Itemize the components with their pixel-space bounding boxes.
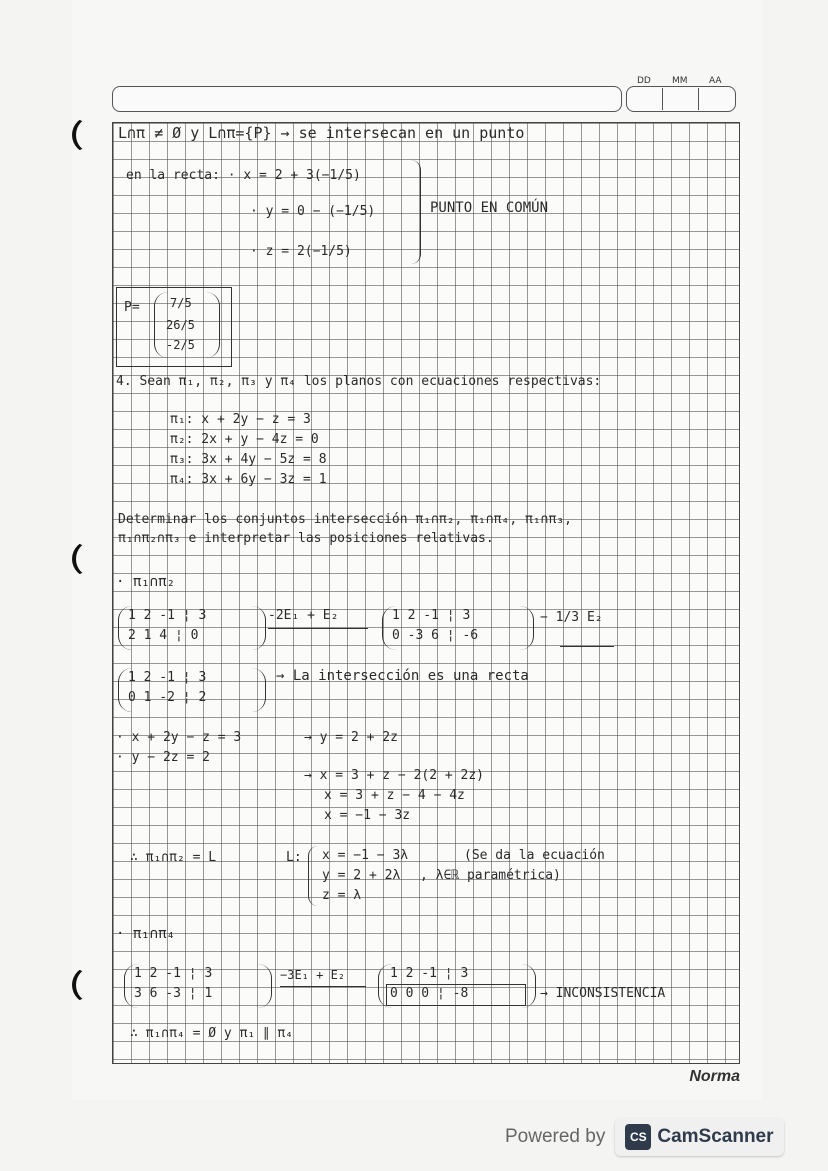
point-p-y: 26/5 xyxy=(166,318,195,332)
param-z: z = λ xyxy=(322,888,362,903)
date-label-month: MM xyxy=(672,76,688,86)
task-statement-line-2: π₁∩π₂∩π₃ e interpretar las posiciones relativas. xyxy=(118,531,494,546)
header-title-box xyxy=(112,86,622,112)
matrix-3-row-1: 1 2 -1 ¦ 3 xyxy=(128,670,207,685)
powered-by-text: Powered by xyxy=(505,1126,606,1147)
date-label-day: DD xyxy=(637,76,651,86)
binder-hole xyxy=(72,966,110,1004)
matrix-1-row-2: 2 1 4 ¦ 0 xyxy=(128,628,199,643)
date-divider xyxy=(698,88,699,110)
punto-en-comun-label: PUNTO EN COMÚN xyxy=(430,200,549,216)
camscanner-footer xyxy=(505,1118,784,1156)
param-note-1: (Se da la ecuación xyxy=(464,848,605,863)
line-recta-y: · y = 0 − (−1/5) xyxy=(250,204,376,219)
plane-4-equation: π₄: 3x + 6y − 3z = 1 xyxy=(170,472,327,487)
point-p-z: -2/5 xyxy=(166,338,195,352)
therefore-pi1-pi2: ∴ π₁∩π₂ = L xyxy=(130,850,217,865)
task-statement-line-1: Determinar los conjuntos intersección π₁∩π₂, π₁∩π₄, π₁∩π₃, xyxy=(118,512,572,527)
matrix-2-row-1: 1 2 -1 ¦ 3 xyxy=(392,608,471,623)
row-operation-3: −3E₁ + E₂ xyxy=(280,968,346,982)
plane-3-equation: π₃: 3x + 4y − 5z = 8 xyxy=(170,452,327,467)
camscanner-badge[interactable] xyxy=(615,1118,783,1156)
solve-x-result: x = −1 − 3z xyxy=(324,808,411,823)
brace xyxy=(410,160,421,264)
binder-hole xyxy=(72,116,110,154)
arrow-line xyxy=(268,628,368,629)
date-divider xyxy=(662,88,663,110)
param-y: y = 2 + 2λ xyxy=(322,868,401,883)
plane-1-equation: π₁: x + 2y − z = 3 xyxy=(170,412,311,427)
solve-x-step-2: x = 3 + z − 4 − 4z xyxy=(324,788,465,803)
matrix-2-row-2: 0 -3 6 ¦ -6 xyxy=(392,628,479,643)
date-label-year: AA xyxy=(709,76,722,86)
arrow-line xyxy=(280,986,366,987)
problem-4-statement: 4. Sean π₁, π₂, π₃ y π₄ los planos con ecuaciones respectivas: xyxy=(116,374,602,389)
arrow-line xyxy=(560,646,614,647)
plane-2-equation: π₂: 2x + y − 4z = 0 xyxy=(170,432,319,447)
camscanner-logo-icon: CS xyxy=(625,1124,651,1150)
therefore-pi1-pi4: ∴ π₁∩π₄ = Ø y π₁ ∥ π₄ xyxy=(130,1026,294,1041)
inconsistency-label: → INCONSISTENCIA xyxy=(540,986,666,1001)
matrix-1-row-1: 1 2 -1 ¦ 3 xyxy=(128,608,207,623)
point-p-label: P= xyxy=(124,300,140,315)
section-pi1-pi2: · π₁∩π₂ xyxy=(116,574,176,590)
camscanner-name: CamScanner xyxy=(657,1126,774,1147)
matrix-4-row-2: 3 6 -3 ¦ 1 xyxy=(134,986,213,1001)
param-note-2: , λ∈ℝ paramétrica) xyxy=(420,868,561,883)
matrix-5-row-2: 0 0 0 ¦ -8 xyxy=(390,986,469,1001)
solve-x-step-1: → x = 3 + z − 2(2 + 2z) xyxy=(304,768,485,783)
graph-paper-grid xyxy=(112,122,740,1064)
matrix-3-row-2: 0 1 -2 ¦ 2 xyxy=(128,690,207,705)
equation-1: · x + 2y − z = 3 xyxy=(116,730,242,745)
row-operation-1: -2E₁ + E₂ xyxy=(268,608,339,623)
conclusion-line: → La intersección es una recta xyxy=(276,668,529,684)
brace xyxy=(308,846,319,906)
param-x: x = −1 − 3λ xyxy=(322,848,409,863)
equation-2: · y − 2z = 2 xyxy=(116,750,210,765)
solve-y: → y = 2 + 2z xyxy=(304,730,398,745)
line-l-label: L: xyxy=(286,850,302,865)
line-recta-x: en la recta: · x = 2 + 3(−1/5) xyxy=(126,168,361,183)
line-recta-z: · z = 2(−1/5) xyxy=(250,244,352,259)
norma-brand-logo: Norma xyxy=(689,1068,740,1085)
point-p-x: 7/5 xyxy=(170,296,192,310)
row-operation-2: − 1/3 E₂ xyxy=(540,610,603,625)
section-pi1-pi4: · π₁∩π₄ xyxy=(116,926,176,942)
matrix-4-row-1: 1 2 -1 ¦ 3 xyxy=(134,966,213,981)
matrix-5-row-1: 1 2 -1 ¦ 3 xyxy=(390,966,469,981)
line-intersection-statement: L∩π ≠ Ø y L∩π={P} → se intersecan en un punto xyxy=(118,124,525,142)
header-date-box xyxy=(626,86,736,112)
binder-hole xyxy=(72,540,110,578)
